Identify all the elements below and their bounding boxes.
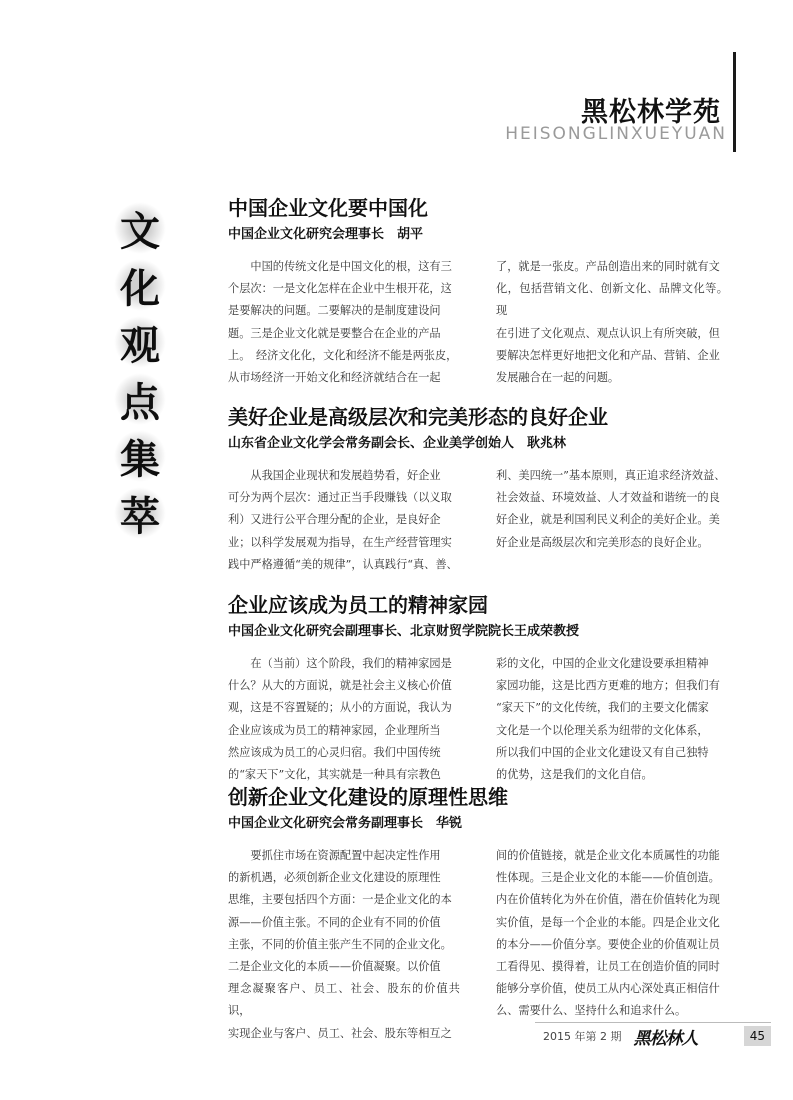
column-label-char: 集 — [112, 428, 168, 484]
paragraph: 间的价值链接，就是企业文化本质属性的功能 性体现。三是企业文化的本能——价值创造。 内在价值转化为外在价值，潜在价值转化为现 实价值，是每一个企业的本能。四是企业文化 的本分——价值分享。要使企业的价值观让员 工看得见、摸得着，让员工在创造价值的同时 能够分享价值，使员工从内心深处真正相信什 么、需要什么、坚持什么和追求什么。 — [496, 849, 720, 1018]
header-rule — [733, 52, 736, 152]
article-body — [228, 845, 728, 1045]
section-subtitle: HEISONGLINXUEYUAN — [505, 124, 727, 144]
article-right-column — [496, 465, 728, 576]
article-4 — [228, 784, 728, 1045]
article-right-column — [496, 256, 728, 389]
article-3 — [228, 592, 728, 786]
article-body — [228, 465, 728, 576]
article-body — [228, 653, 728, 786]
column-label-char: 化 — [112, 257, 168, 313]
paragraph: 在（当前）这个阶段，我们的精神家园是 什么？从大的方面说，就是社会主义核心价值 观，这是不容置疑的；从小的方面说，我认为 企业应该成为员工的精神家园，企业理所当 然应该成为员工的心灵归宿。我们中国传统 的“家天下”文化，其实就是一种具有宗教色 — [228, 657, 452, 782]
brand-logo: 黑松林人 — [633, 1028, 698, 1049]
article-author: 中国企业文化研究会理事长 胡平 — [228, 227, 424, 242]
article-right-column — [496, 653, 728, 786]
article-left-column — [228, 653, 460, 786]
paragraph: 彩的文化，中国的企业文化建设要承担精神 家园功能，这是比西方更难的地方；但我们有 “家天下”的文化传统，我们的主要文化儒家 文化是一个以伦理关系为纽带的文化体系， 所以我们中国的企业文化建设又有自己独特 的优势，这是我们的文化自信。 — [496, 657, 720, 782]
paragraph: 要抓住市场在资源配置中起决定性作用 的新机遇，必须创新企业文化建设的原理性 思维，主要包括四个方面：一是企业文化的本 源——价值主张。不同的企业有不同的价值 主张，不同的价值主张产生不同的企业文化。 二是企业文化的本质——价值凝聚。以价值 理念凝聚客户、员工、社会、股东的价值共识， 实现企业与客户、员工、社会、股东等相互之 — [228, 849, 460, 1040]
paragraph: 利、美四统一”基本原则，真正追求经济效益、 社会效益、环境效益、人才效益和谐统一的良 好企业，就是利国利民义利企的美好企业。美 好企业是高级层次和完美形态的良好企业。 — [496, 469, 726, 549]
article-1 — [228, 195, 728, 389]
section-title: 黑松林学苑 — [581, 97, 721, 128]
paragraph: 从我国企业现状和发展趋势看，好企业 可分为两个层次：通过正当手段赚钱（以义取 利）又进行公平合理分配的企业，是良好企 业；以科学发展观为指导，在生产经营管理实 践中严格遵循“美的规律”，认真践行“真、善、 — [228, 469, 458, 571]
article-author: 中国企业文化研究会常务副理事长 华锐 — [228, 816, 463, 831]
article-body — [228, 256, 728, 389]
article-author: 山东省企业文化学会常务副会长、企业美学创始人 耿兆林 — [228, 436, 567, 451]
column-label — [112, 200, 172, 542]
issue-label: 2015 年第 2 期 — [543, 1030, 622, 1043]
article-title: 中国企业文化要中国化 — [228, 196, 428, 220]
column-label-char: 萃 — [112, 485, 168, 541]
article-title: 美好企业是高级层次和完美形态的良好企业 — [228, 405, 608, 429]
column-label-char: 文 — [112, 200, 168, 256]
article-left-column — [228, 465, 460, 576]
article-author: 中国企业文化研究会副理事长、北京财贸学院院长王成荣教授 — [228, 624, 580, 639]
article-left-column — [228, 256, 460, 389]
page-number: 45 — [744, 1026, 771, 1046]
article-title: 创新企业文化建设的原理性思维 — [228, 785, 508, 809]
column-label-char: 观 — [112, 314, 168, 370]
article-right-column — [496, 845, 728, 1045]
article-title: 企业应该成为员工的精神家园 — [228, 593, 488, 617]
column-label-char: 点 — [112, 371, 168, 427]
paragraph: 中国的传统文化是中国文化的根，这有三 个层次：一是文化怎样在企业中生根开花，这 是要解决的问题。二要解决的是制度建设问 题。三是企业文化就是要整合在企业的产品 上。 经济文化化，文化和经济不能是两张皮， 从市场经济一开始文化和经济就结合在一起 — [228, 260, 458, 385]
article-left-column — [228, 845, 460, 1045]
paragraph: 了，就是一张皮。产品创造出来的同时就有文 化，包括营销文化、创新文化、品牌文化等。现 在引进了文化观点、观点认识上有所突破，但 要解决怎样更好地把文化和产品、营销、企业 发展融合在一起的问题。 — [496, 260, 728, 385]
page-footer — [535, 1022, 771, 1049]
article-2 — [228, 404, 728, 576]
